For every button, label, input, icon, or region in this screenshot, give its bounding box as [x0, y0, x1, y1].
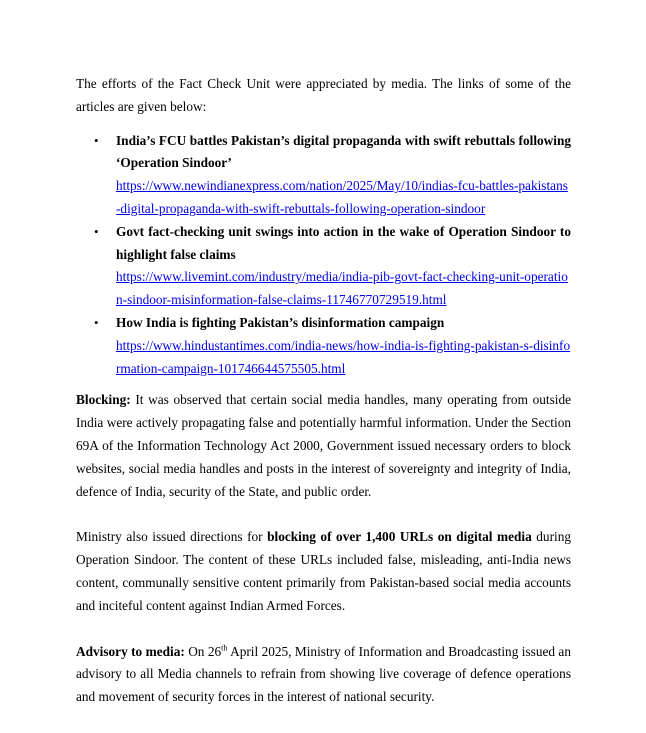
article-title: India’s FCU battles Pakistan’s digital propaganda with swift rebuttals following ‘Operation Sindoor’ — [116, 132, 571, 171]
document-page — [76, 73, 571, 709]
bullet-icon: • — [94, 223, 99, 239]
article-link[interactable]: https://www.livemint.com/industry/media/india-pib-govt-fact-checking-unit-operation-sindoor-misinformation-false-claims-11746770729519.html — [116, 269, 568, 308]
article-link[interactable]: https://www.hindustantimes.com/india-news/how-india-is-fighting-pakistan-s-disinformation-campaign-101746644575505.html — [116, 337, 571, 376]
article-title: Govt fact-checking unit swings into action in the wake of Operation Sindoor to highlight false claims — [116, 223, 571, 262]
article-list — [76, 130, 571, 381]
paragraph-gap — [76, 503, 571, 526]
list-item — [76, 312, 571, 380]
blocking-paragraph — [76, 389, 571, 503]
ministry-paragraph — [76, 526, 571, 617]
article-link[interactable]: https://www.newindianexpress.com/nation/2025/May/10/indias-fcu-battles-pakistans-digital-propaganda-with-swift-rebuttals-following-operation-sindoor — [116, 178, 568, 216]
advisory-paragraph — [76, 641, 571, 709]
ministry-bold-text: blocking of over 1,400 URLs on digital media — [267, 529, 532, 545]
ministry-text-after: during Operation Sindoor. The content of these URLs included false, misleading, anti-India news content, communally sensitive content primarily from Pakistan-based social media accounts and inciteful content against Indian Armed Forces. — [76, 529, 571, 613]
paragraph-gap — [76, 618, 571, 641]
advisory-text-after: April 2025, Ministry of Information and Broadcasting issued an advisory to all Media channels to refrain from showing live coverage of defence operations and movement of security forces in the interest of national security. — [76, 643, 571, 705]
advisory-text-before: On 26 — [184, 643, 222, 659]
list-item — [76, 130, 571, 221]
ministry-text-before: Ministry also issued directions for — [76, 529, 268, 545]
bullet-icon: • — [94, 314, 99, 330]
article-title: How India is fighting Pakistan’s disinformation campaign — [116, 314, 445, 330]
blocking-label: Blocking: — [76, 392, 131, 408]
list-item — [76, 221, 571, 312]
advisory-date-suffix: th — [221, 643, 228, 653]
advisory-label: Advisory to media: — [76, 643, 185, 659]
bullet-icon: • — [94, 132, 99, 148]
intro-paragraph: The efforts of the Fact Check Unit were appreciated by media. The links of some of the articles are given below: — [76, 76, 571, 114]
blocking-text: It was observed that certain social media handles, many operating from outside India were actively propagating false and potentially harmful information. Under the Section 69A of the Information Technology Act 2000, Government issued necessary orders to block websites, social media handles and posts in the interest of sovereignty and integrity of India, defence of India, security of the State, and public order. — [76, 392, 571, 499]
